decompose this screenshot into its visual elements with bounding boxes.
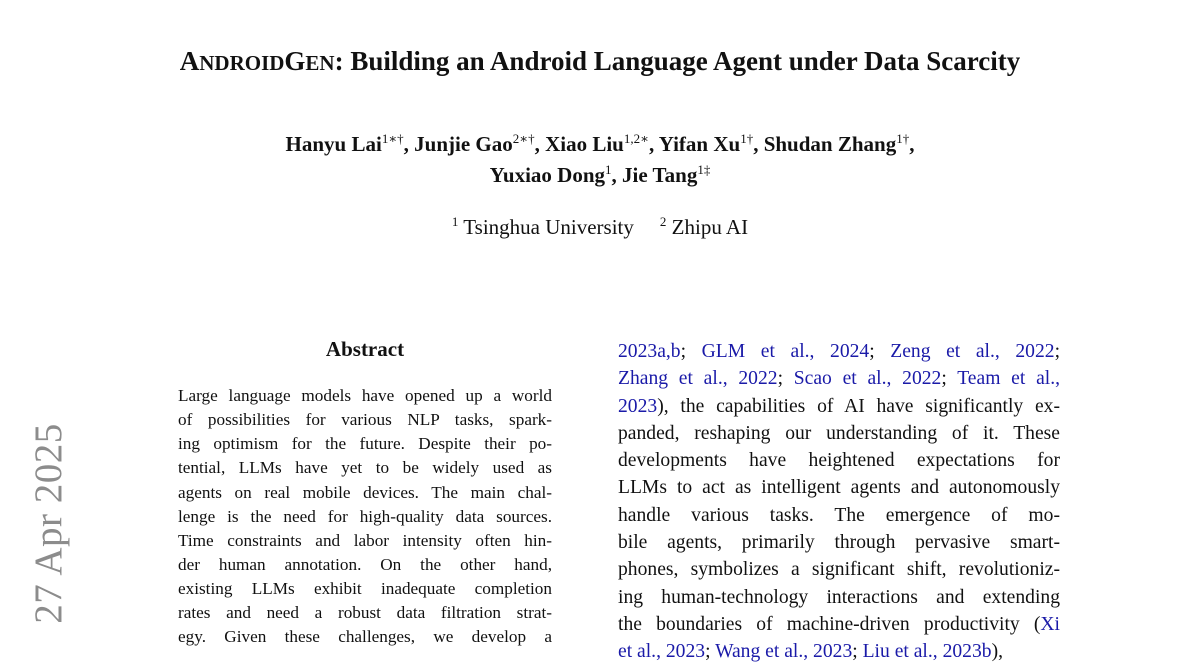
title-smallcaps-initial-a: A <box>179 46 200 76</box>
citation-separator: ; <box>680 341 702 362</box>
body-text: ), the capabilities of AI have significantly ex- <box>657 395 1060 417</box>
author-marks: 1∗† <box>381 131 404 146</box>
title-smallcaps-rest-1: NDROID <box>199 51 285 75</box>
abstract-line: agents on real mobile devices. The main chal- <box>178 482 552 502</box>
author-separator: , <box>648 132 659 156</box>
title-text: : Building an Android Language Agent under Data Scarcity <box>334 46 1021 76</box>
citation-link[interactable]: Xi <box>1040 613 1060 635</box>
abstract-line: der human annotation. On the other hand, <box>178 554 552 574</box>
citation-link[interactable]: 2023 <box>618 395 658 417</box>
citation-link[interactable]: Scao et al., 2022 <box>793 368 942 390</box>
author-separator: , <box>534 132 546 156</box>
author-marks: 1† <box>740 131 754 146</box>
title-smallcaps-initial-g: G <box>284 46 306 76</box>
body-line: ing human-technology interactions and extending <box>618 586 1060 608</box>
body-text: ), <box>991 641 1003 663</box>
author-separator: , <box>909 132 915 156</box>
abstract-line: egy. Given these challenges, we develop a <box>178 627 552 647</box>
paper-title <box>0 46 1200 77</box>
author-marks: 2∗† <box>512 131 535 146</box>
abstract-line: lenge is the need for high-quality data sources. <box>178 506 552 526</box>
abstract-heading: Abstract <box>325 337 405 361</box>
affiliation-name: Zhipu AI <box>671 215 749 239</box>
author-name: Hanyu Lai <box>285 132 382 156</box>
author-name: Yuxiao Dong <box>489 163 606 187</box>
affiliation-name: Tsinghua University <box>463 215 634 239</box>
body-text: the boundaries of machine-driven productivity ( <box>618 613 1041 635</box>
right-column-text <box>618 338 1060 666</box>
author-list <box>0 130 1200 192</box>
abstract-line: Large language models have opened up a world <box>178 386 552 405</box>
citation-separator: ; <box>777 368 794 390</box>
body-line: phones, symbolizes a significant shift, revolutioniz- <box>618 559 1060 581</box>
citation-link[interactable]: 2023a,b <box>618 341 681 362</box>
author-name: Yifan Xu <box>658 132 741 156</box>
body-line: LLMs to act as intelligent agents and autonomously <box>618 477 1060 499</box>
citation-separator: ; <box>705 641 716 663</box>
citation-link[interactable]: et al., 2023 <box>618 641 706 663</box>
author-separator: , <box>753 132 764 156</box>
body-line <box>618 393 1060 420</box>
author-name: Junjie Gao <box>414 132 513 156</box>
author-marks: 1‡ <box>697 162 711 177</box>
affiliation-mark: 2 <box>659 214 667 229</box>
abstract-line: existing LLMs exhibit inadequate completion <box>178 579 552 599</box>
citation-separator: ; <box>1054 341 1061 362</box>
body-line: panded, reshaping our understanding of it. These <box>618 422 1060 444</box>
citation-link[interactable]: Zhang et al., 2022 <box>618 368 778 390</box>
author-separator: , <box>611 163 623 187</box>
title-smallcaps-rest-2: EN <box>305 51 335 75</box>
body-line <box>618 365 1060 392</box>
abstract-line: of possibilities for various NLP tasks, spark- <box>178 410 552 430</box>
author-name: Jie Tang <box>622 163 698 187</box>
body-line <box>618 338 1060 365</box>
citation-separator: ; <box>869 341 891 362</box>
abstract-line: Time constraints and labor intensity often hin- <box>178 530 552 550</box>
abstract-line: tential, LLMs have yet to be widely used as <box>178 458 552 478</box>
arxiv-date-text: 27 Apr 2025 <box>26 422 70 624</box>
author-name: Shudan Zhang <box>763 132 897 156</box>
citation-separator: ; <box>852 641 863 663</box>
affiliations <box>0 215 1200 240</box>
author-name: Xiao Liu <box>545 132 624 156</box>
author-separator: , <box>403 132 415 156</box>
citation-link[interactable]: Team et al., <box>957 368 1061 390</box>
body-line <box>618 638 1060 665</box>
body-line: developments have heightened expectations for <box>618 450 1060 472</box>
author-line-2 <box>0 161 1200 192</box>
author-marks: 1,2∗ <box>623 131 649 146</box>
body-line: handle various tasks. The emergence of mo- <box>618 504 1060 526</box>
abstract-line: rates and need a robust data filtration strat- <box>178 603 552 623</box>
citation-link[interactable]: GLM et al., 2024 <box>701 341 870 362</box>
affiliation-mark: 1 <box>451 214 459 229</box>
author-marks: 1† <box>896 131 910 146</box>
arxiv-date-stamp <box>12 418 84 628</box>
citation-link[interactable]: Liu et al., 2023b <box>862 641 992 663</box>
author-marks: 1 <box>605 162 612 177</box>
body-line <box>618 611 1060 638</box>
abstract-body <box>178 384 552 650</box>
citation-separator: ; <box>941 368 958 390</box>
abstract-line: ing optimism for the future. Despite their po- <box>178 434 552 454</box>
citation-link[interactable]: Wang et al., 2023 <box>715 641 853 663</box>
author-line-1 <box>0 130 1200 161</box>
citation-link[interactable]: Zeng et al., 2022 <box>890 341 1055 362</box>
body-line: bile agents, primarily through pervasive smart- <box>618 532 1060 554</box>
